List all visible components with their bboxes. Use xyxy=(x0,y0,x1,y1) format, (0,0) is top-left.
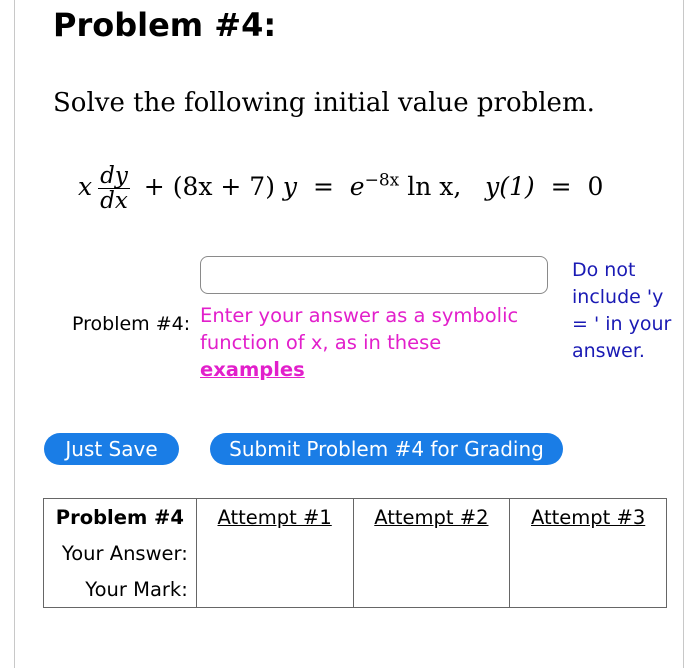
answer-hint-text: Enter your answer as a symbolic function of x, as in these xyxy=(200,304,519,354)
eq-initial-condition: y(1) xyxy=(485,172,535,201)
eq-deriv-num: dy xyxy=(100,163,128,189)
attempts-table xyxy=(43,498,667,608)
submit-button[interactable]: Submit Problem #4 for Grading xyxy=(210,433,563,465)
attempt-3-header: Attempt #3 xyxy=(531,506,646,529)
eq-rhs-base: e xyxy=(349,172,365,201)
eq-ic-value: 0 xyxy=(587,172,604,201)
problem-instruction: Solve the following initial value problem. xyxy=(53,88,595,118)
problem-equation xyxy=(78,164,603,213)
attempts-header: Problem #4 xyxy=(55,506,184,529)
answer-label: Problem #4: xyxy=(72,313,191,335)
eq-derivative xyxy=(98,164,130,213)
eq-rhs-exp: −8x xyxy=(364,170,400,191)
attempt-1-header: Attempt #1 xyxy=(217,506,332,529)
attempt-2-header: Attempt #2 xyxy=(374,506,489,529)
eq-equals: = xyxy=(312,172,334,201)
attempt-column xyxy=(353,499,510,608)
answer-input[interactable] xyxy=(200,256,548,294)
eq-rhs-tail: ln x, xyxy=(407,172,462,201)
eq-y: y xyxy=(282,172,298,201)
eq-plus: + xyxy=(143,172,165,201)
eq-ic-equals: = xyxy=(550,172,572,201)
answer-note: Do not include 'y = ' in your answer. xyxy=(572,259,672,362)
eq-deriv-den: dx xyxy=(100,188,128,214)
page-title: Problem #4: xyxy=(53,6,277,44)
examples-link[interactable]: examples xyxy=(200,358,305,381)
eq-lhs-var: x xyxy=(78,172,93,201)
your-answer-label: Your Answer: xyxy=(61,542,188,565)
just-save-button[interactable]: Just Save xyxy=(44,433,179,465)
eq-coefficient: (8x + 7) xyxy=(172,172,275,201)
attempts-row-labels xyxy=(44,499,197,608)
attempt-column xyxy=(196,499,353,608)
answer-hint xyxy=(200,302,540,383)
your-mark-label: Your Mark: xyxy=(85,578,188,601)
attempt-column xyxy=(510,499,667,608)
